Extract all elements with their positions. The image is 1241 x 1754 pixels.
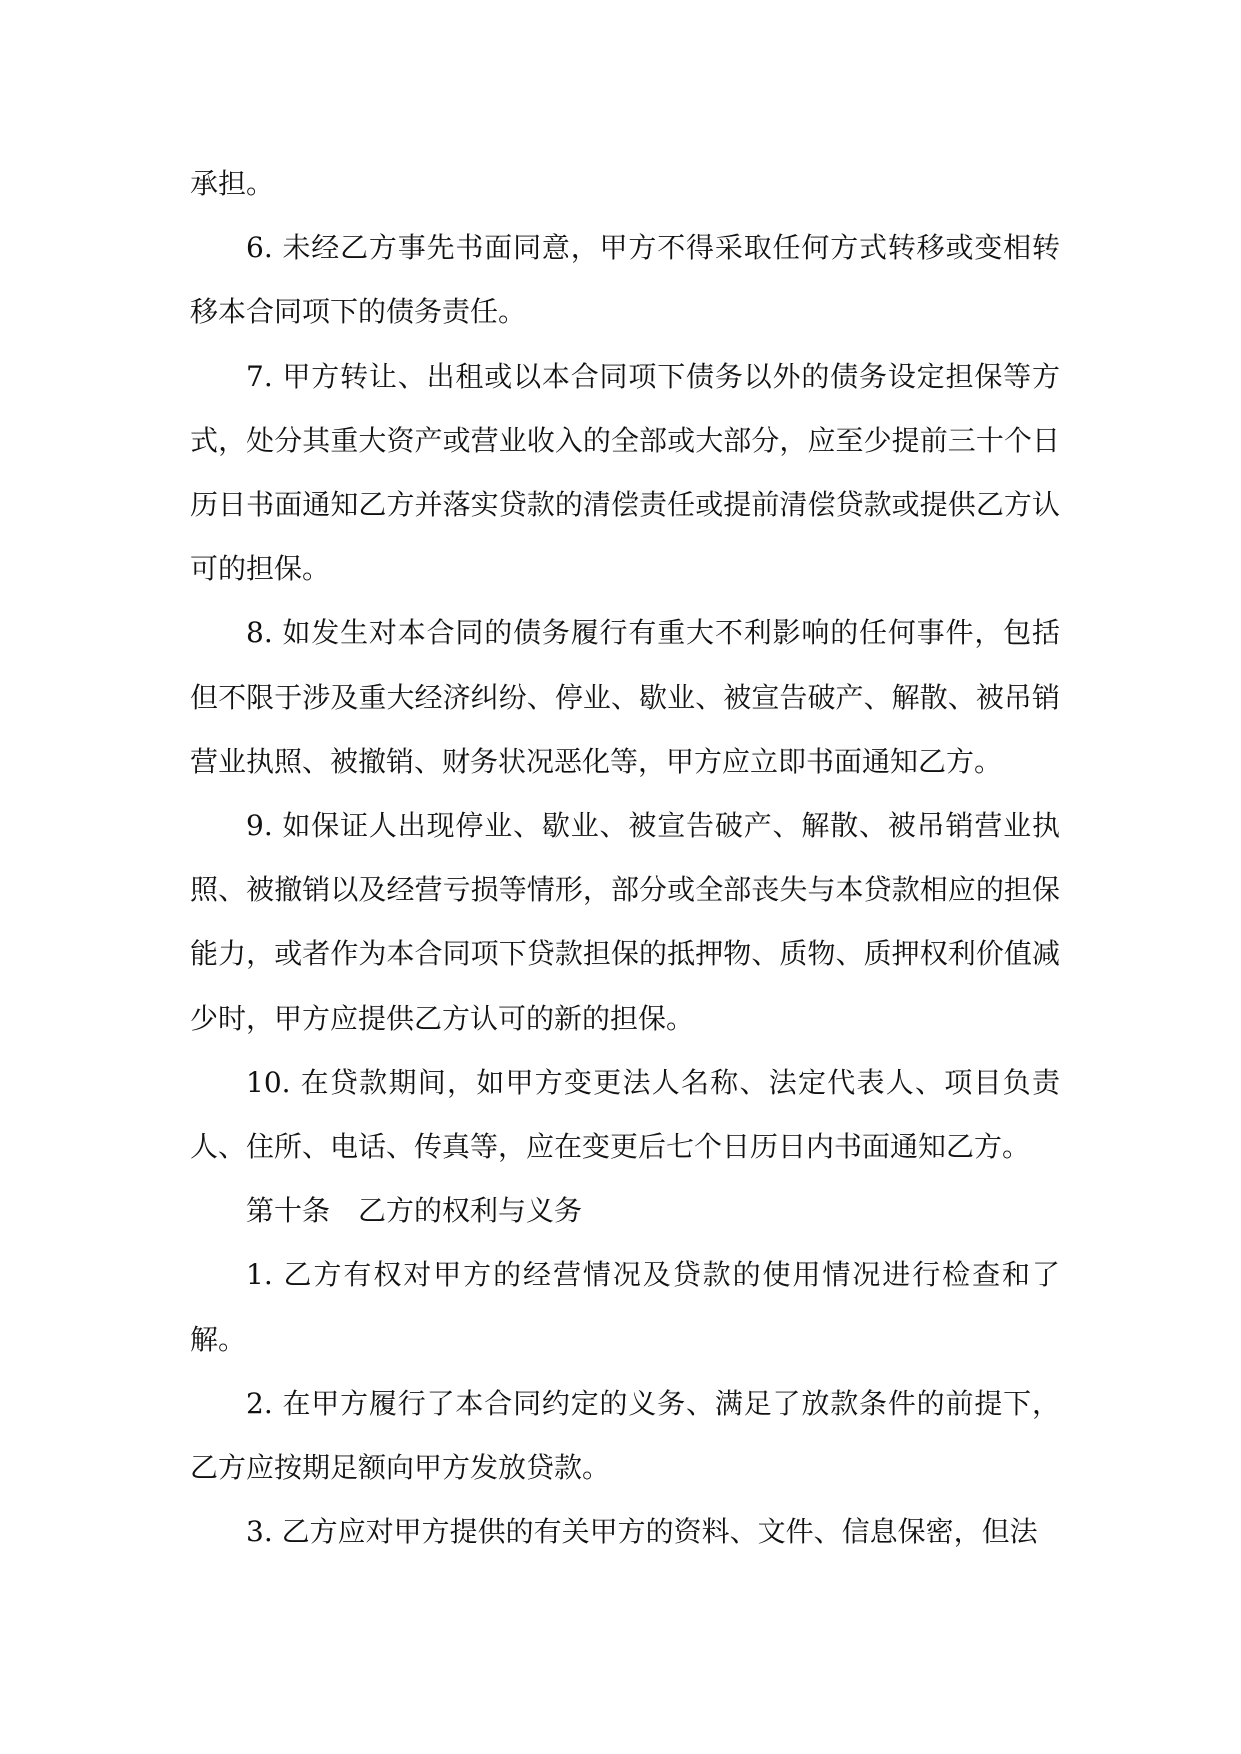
paragraph-party-b-1: 1. 乙方有权对甲方的经营情况及贷款的使用情况进行检查和了解。 xyxy=(190,1258,1060,1356)
paragraph-item-8: 8. 如发生对本合同的债务履行有重大不利影响的任何事件，包括但不限于涉及重大经济纠纷、停业、歇业、被宣告破产、解散、被吊销营业执照、被撤销、财务状况恶化等，甲方应立即书面通知乙方。 xyxy=(190,616,1060,778)
paragraph-item-6: 6. 未经乙方事先书面同意，甲方不得采取任何方式转移或变相转移本合同项下的债务责任。 xyxy=(190,231,1060,329)
paragraph-party-b-2: 2. 在甲方履行了本合同约定的义务、满足了放款条件的前提下，乙方应按期足额向甲方发放贷款。 xyxy=(190,1386,1060,1485)
paragraph-item-7: 7. 甲方转让、出租或以本合同项下债务以外的债务设定担保等方式，处分其重大资产或营业收入的全部或大部分，应至少提前三十个日历日书面通知乙方并落实贷款的清偿责任或提前清偿贷款或提供乙方认可的担保。 xyxy=(190,359,1060,586)
paragraph-item-9: 9. 如保证人出现停业、歇业、被宣告破产、解散、被吊销营业执照、被撤销以及经营亏损等情形，部分或全部丧失与本贷款相应的担保能力，或者作为本合同项下贷款担保的抵押物、质物、质押权利价值减少时，甲方应提供乙方认可的新的担保。 xyxy=(190,809,1060,1035)
paragraph-item-10: 10. 在贷款期间，如甲方变更法人名称、法定代表人、项目负责人、住所、电话、传真等，应在变更后七个日历日内书面通知乙方。 xyxy=(190,1065,1060,1164)
section-heading-article-10: 第十条 乙方的权利与义务 xyxy=(246,1194,583,1228)
document-body xyxy=(190,152,1060,1564)
paragraph-continuation: 承担。 xyxy=(190,167,275,200)
paragraph-party-b-3: 3. 乙方应对甲方提供的有关甲方的资料、文件、信息保密，但法 xyxy=(246,1515,1038,1549)
